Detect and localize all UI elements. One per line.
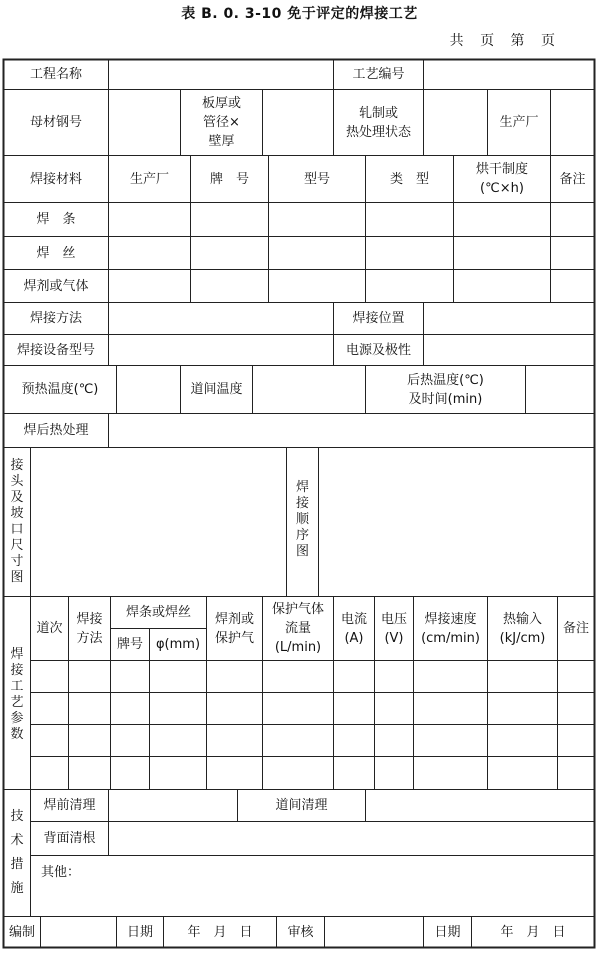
label-joint-drawing <box>4 450 30 594</box>
field-weld-method[interactable] <box>109 303 333 334</box>
label-weld-position: 焊接位置 <box>352 311 405 326</box>
field-pre-weld-clean[interactable] <box>109 790 237 821</box>
label-weld-method: 焊接方法 <box>29 311 82 326</box>
label-prepared-by: 编制 <box>8 924 35 940</box>
field-postheat[interactable] <box>526 366 594 413</box>
label-postheat: 后热温度(℃) 及时间(min) <box>407 372 484 407</box>
col-weld-speed: 焊接速度 (cm/min) <box>421 611 480 646</box>
field-preheat-temp[interactable] <box>117 366 180 413</box>
label-weld-sequence <box>287 460 318 580</box>
col-drying: 烘干制度 (℃×h) <box>475 162 528 196</box>
field-rolling-state[interactable] <box>424 90 487 155</box>
label-flux-gas: 焊剂或气体 <box>23 278 89 294</box>
label-base-steel: 母材钢号 <box>29 115 82 130</box>
label-tech-measures <box>4 800 30 906</box>
field-post-weld-treatment[interactable] <box>109 414 594 447</box>
label-equipment-model: 焊接设备型号 <box>16 342 95 358</box>
label-date1: 日期 <box>126 924 153 940</box>
field-date1[interactable]: 年 月 日 <box>187 924 253 940</box>
field-date2[interactable]: 年 月 日 <box>500 924 566 940</box>
label-back-gouging: 背面清根 <box>43 831 96 846</box>
field-reviewed-by[interactable] <box>325 917 423 947</box>
label-date2: 日期 <box>434 924 461 940</box>
col-pass-no: 道次 <box>36 621 63 636</box>
field-process-no[interactable] <box>424 60 594 89</box>
label-weld-sequence-text: 焊接顺序图 <box>295 480 309 559</box>
field-joint-drawing[interactable] <box>31 448 286 596</box>
col-p-remark: 备注 <box>562 621 589 636</box>
col-flux-or-shield: 焊剂或 保护气 <box>214 611 254 646</box>
field-back-gouging[interactable] <box>109 822 594 855</box>
page-info: 共 页 第 页 <box>449 33 561 49</box>
label-weld-params-text: 焊接工艺参数 <box>10 647 24 742</box>
label-rolling-state: 轧制或 热处理状态 <box>345 105 411 140</box>
label-project-name: 工程名称 <box>29 67 82 82</box>
field-weld-position[interactable] <box>424 303 594 334</box>
label-thickness: 板厚或 管径× 壁厚 <box>201 96 241 149</box>
label-other: 其他： <box>41 864 81 880</box>
label-interpass-temp: 道间温度 <box>190 382 243 397</box>
field-interpass-clean[interactable] <box>366 790 594 821</box>
label-weld-material: 焊接材料 <box>29 171 82 187</box>
col-heat-input: 热输入 (kJ/cm) <box>499 611 546 646</box>
col-type: 类 型 <box>389 171 429 187</box>
label-interpass-clean: 道间清理 <box>275 798 328 813</box>
label-manufacturer: 生产厂 <box>499 115 539 130</box>
field-base-steel[interactable] <box>109 90 180 155</box>
label-pre-weld-clean: 焊前清理 <box>43 798 96 813</box>
label-joint-drawing-text: 接头及坡口尺寸图 <box>10 458 24 585</box>
col-diameter: φ(mm) <box>155 637 201 652</box>
col-gas-flow: 保护气体 流量 (L/min) <box>271 602 324 655</box>
col-brand: 牌 号 <box>209 171 249 187</box>
label-preheat-temp: 预热温度(℃) <box>21 382 99 397</box>
col-current: 电流 (A) <box>340 611 367 646</box>
label-weld-params <box>4 610 30 780</box>
col-electrode-or-wire: 焊条或焊丝 <box>125 605 191 620</box>
label-reviewed-by: 审核 <box>287 924 314 940</box>
field-manufacturer[interactable] <box>551 90 594 155</box>
field-weld-sequence[interactable] <box>319 448 594 596</box>
field-prepared-by[interactable] <box>41 917 116 947</box>
col-model: 型号 <box>303 171 330 187</box>
label-electrode: 焊 条 <box>36 212 76 227</box>
field-equipment-model[interactable] <box>109 335 333 365</box>
label-tech-measures-text: 技术措施 <box>10 809 24 896</box>
label-process-no: 工艺编号 <box>352 67 405 82</box>
field-interpass-temp[interactable] <box>253 366 365 413</box>
col-weld-method: 焊接 方法 <box>76 611 103 646</box>
col-remark: 备注 <box>559 171 586 187</box>
field-power-polarity[interactable] <box>424 335 594 365</box>
label-power-polarity: 电源及极性 <box>345 342 411 358</box>
field-thickness[interactable] <box>263 90 333 155</box>
col-mat-manufacturer: 生产厂 <box>129 171 169 187</box>
label-wire: 焊 丝 <box>36 245 76 261</box>
col-p-brand: 牌号 <box>116 637 143 652</box>
col-voltage: 电压 (V) <box>380 611 407 646</box>
label-post-weld-treatment: 焊后热处理 <box>23 423 89 438</box>
table-title: 表 B. 0. 3-10 免于评定的焊接工艺 <box>181 6 418 22</box>
field-project-name[interactable] <box>109 60 333 89</box>
